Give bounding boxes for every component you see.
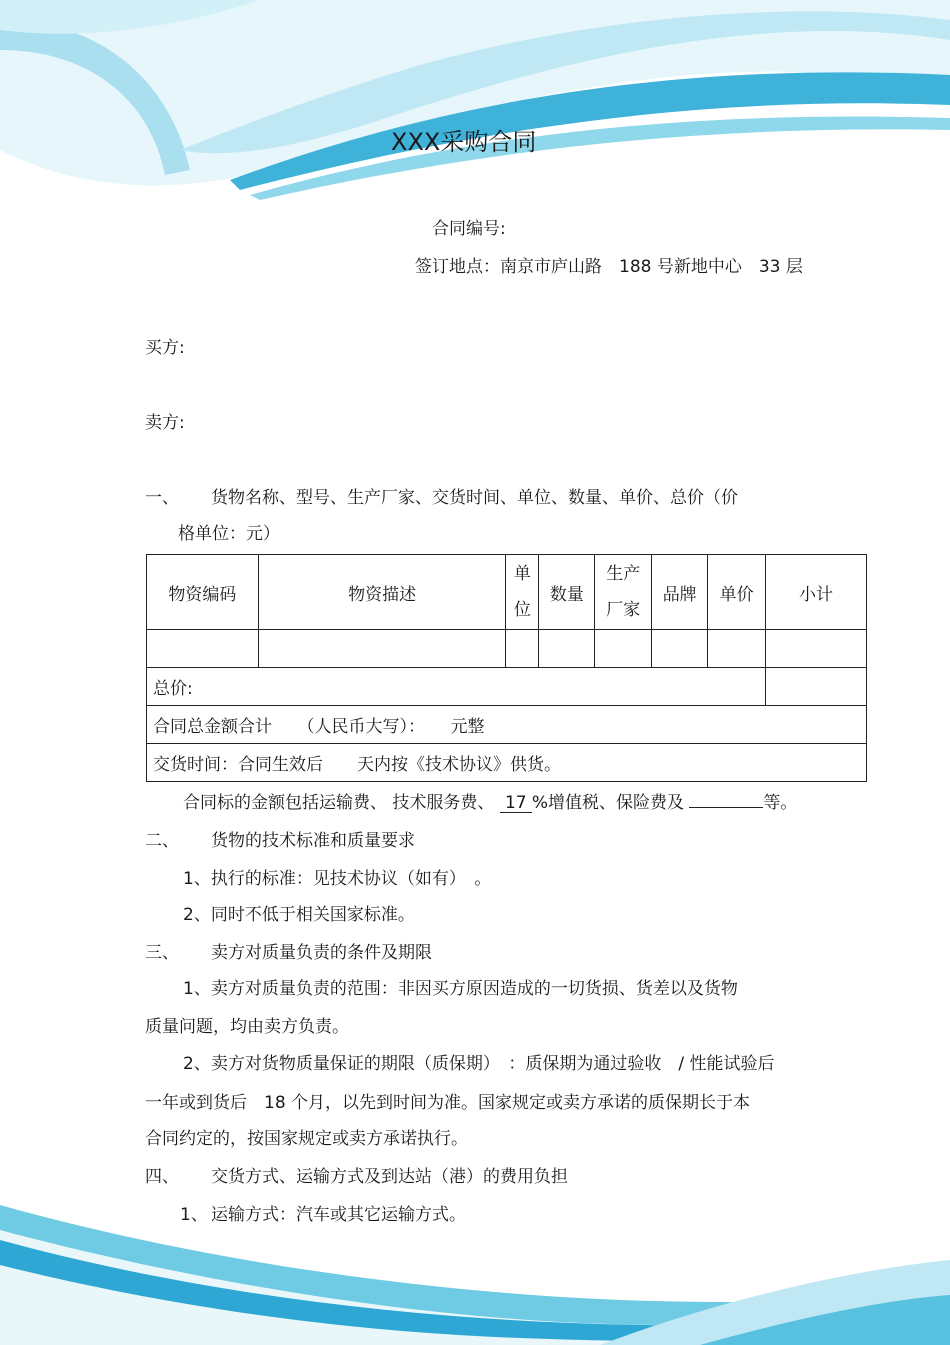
header-subtotal: 小计 bbox=[766, 555, 867, 630]
other-fees-field[interactable] bbox=[689, 807, 763, 808]
section1-heading: 货物名称、型号、生产厂家、交货时间、单位、数量、单价、总价（价 bbox=[211, 488, 738, 508]
seller-label: 卖方: bbox=[145, 413, 185, 433]
section3-item1-line2: 质量问题，均由卖方负责。 bbox=[145, 1017, 349, 1037]
header-material-code: 物资编码 bbox=[147, 555, 259, 630]
section3-heading: 卖方对质量负责的条件及期限 bbox=[211, 943, 432, 963]
section4-number: 四、 bbox=[145, 1167, 179, 1187]
section4-item1: 运输方式：汽车或其它运输方式。 bbox=[211, 1205, 466, 1225]
section3-item1-line1: 1、卖方对质量负责的范围：非因买方原因造成的一切货损、货差以及货物 bbox=[183, 979, 738, 999]
section1-number: 一、 bbox=[145, 488, 179, 508]
section2-item2: 2、同时不低于相关国家标准。 bbox=[183, 905, 415, 925]
total-label: 总价: bbox=[147, 668, 766, 706]
delivery-row bbox=[147, 744, 867, 782]
delivery-time: 交货时间：合同生效后 天内按《技术协议》供货。 bbox=[147, 744, 867, 782]
table-row bbox=[147, 630, 867, 668]
header-manufacturer: 生产 厂家 bbox=[595, 555, 652, 630]
table-header-row bbox=[147, 555, 867, 630]
section4-heading: 交货方式、运输方式及到达站（港）的费用负担 bbox=[211, 1167, 568, 1187]
cell-brand[interactable] bbox=[652, 630, 708, 668]
amount-row bbox=[147, 706, 867, 744]
cell-subtotal[interactable] bbox=[766, 630, 867, 668]
cell-quantity[interactable] bbox=[539, 630, 595, 668]
header-unit-price: 单价 bbox=[708, 555, 766, 630]
vat-rate-field[interactable]: 17 bbox=[500, 794, 532, 813]
signing-place: 签订地点：南京市庐山路 188 号新地中心 33 层 bbox=[415, 257, 803, 277]
total-value-cell[interactable] bbox=[766, 668, 867, 706]
section2-number: 二、 bbox=[145, 831, 179, 851]
section3-item2-line2: 一年或到货后 18 个月，以先到时间为准。国家规定或卖方承诺的质保期长于本 bbox=[145, 1093, 751, 1113]
price-includes-end: 等。 bbox=[763, 793, 798, 813]
section3-item2-line1: 2、卖方对货物质量保证的期限（质保期） ：质保期为通过验收 / 性能试验后 bbox=[183, 1054, 775, 1074]
cell-material-description[interactable] bbox=[258, 630, 506, 668]
price-includes-text: 合同标的金额包括运输费、 技术服务费、 bbox=[183, 793, 495, 813]
section2-heading: 货物的技术标准和质量要求 bbox=[211, 831, 415, 851]
section3-number: 三、 bbox=[145, 943, 179, 963]
buyer-label: 买方: bbox=[145, 338, 185, 358]
total-row bbox=[147, 668, 867, 706]
header-brand: 品牌 bbox=[652, 555, 708, 630]
price-includes-mid: %增值税、保险费及 bbox=[531, 793, 684, 813]
cell-material-code[interactable] bbox=[147, 630, 259, 668]
goods-table bbox=[146, 554, 867, 782]
section4-item1-number: 1、 bbox=[180, 1205, 208, 1225]
document-title: XXX采购合同 bbox=[391, 128, 537, 156]
header-material-description: 物资描述 bbox=[258, 555, 506, 630]
cell-manufacturer[interactable] bbox=[595, 630, 652, 668]
section1-heading-continued: 格单位：元） bbox=[178, 524, 280, 544]
cell-unit[interactable] bbox=[506, 630, 539, 668]
total-amount-in-words: 合同总金额合计 （人民币大写）： 元整 bbox=[147, 706, 867, 744]
header-quantity: 数量 bbox=[539, 555, 595, 630]
cell-unit-price[interactable] bbox=[708, 630, 766, 668]
price-includes-line bbox=[183, 792, 797, 814]
contract-number-label: 合同编号: bbox=[432, 219, 506, 239]
section3-item2-line3: 合同约定的，按国家规定或卖方承诺执行。 bbox=[145, 1129, 468, 1149]
header-unit: 单 位 bbox=[506, 555, 539, 630]
section2-item1: 1、执行的标准：见技术协议（如有） 。 bbox=[183, 869, 492, 889]
